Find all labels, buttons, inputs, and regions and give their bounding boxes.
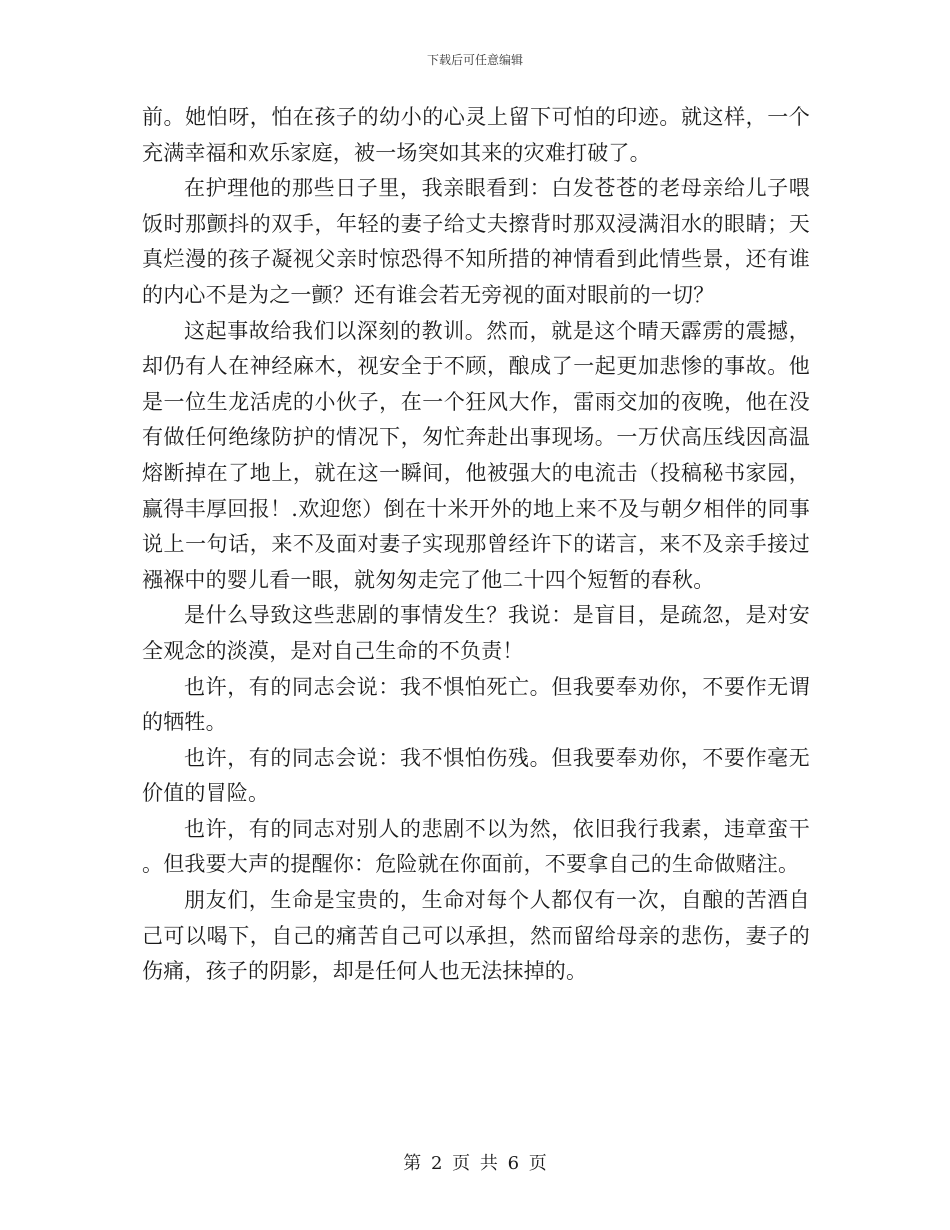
paragraph-3: 这起事故给我们以深刻的教训。然而，就是这个晴天霹雳的震撼，却仍有人在神经麻木，视安全于不顾，酿成了一起更加悲惨的事故。他是一位生龙活虎的小伙子，在一个狂风大作，雷雨交加的夜晚，他在没有做任何绝缘防护的情况下，匆忙奔赴出事现场。一万伏高压线因高温熔断掉在了地上，就在这一瞬间，他被强大的电流击（投稿秘书家园，赢得丰厚回报！.欢迎您）倒在十米开外的地上来不及与朝夕相伴的同事说上一句话，来不及面对妻子实现那曾经许下的诺言，来不及亲手接过襁褓中的婴儿看一眼，就匆匆走完了他二十四个短暂的春秋。	[142, 318, 810, 592]
document-body	[142, 100, 810, 990]
page-header: 下载后可任意编辑	[426, 53, 523, 67]
paragraph-7: 也许，有的同志对别人的悲剧不以为然，依旧我行我素，违章蛮干。但我要大声的提醒你：危险就在你面前，不要拿自己的生命做赌注。	[142, 816, 810, 877]
paragraph-4: 是什么导致这些悲剧的事情发生？我说：是盲目，是疏忽，是对安全观念的淡漠，是对自己生命的不负责！	[142, 603, 810, 663]
paragraph-5: 也许，有的同志会说：我不惧怕死亡。但我要奉劝你，不要作无谓的牺牲。	[142, 674, 810, 735]
page-number-footer: 第 2 页 共 6 页	[403, 1153, 547, 1174]
paragraph-2: 在护理他的那些日子里，我亲眼看到：白发苍苍的老母亲给儿子喂饭时那颤抖的双手，年轻的妻子给丈夫擦背时那双浸满泪水的眼睛；天真烂漫的孩子凝视父亲时惊恐得不知所措的神情看到此情些景，还有谁的内心不是为之一颤？还有谁会若无旁视的面对眼前的一切？	[142, 176, 810, 307]
paragraph-8: 朋友们，生命是宝贵的，生命对每个人都仅有一次，自酿的苦酒自己可以喝下，自己的痛苦自己可以承担，然而留给母亲的悲伤，妻子的伤痛，孩子的阴影，却是任何人也无法抹掉的。	[142, 888, 810, 984]
paragraph-6: 也许，有的同志会说：我不惧怕伤残。但我要奉劝你，不要作毫无价值的冒险。	[142, 745, 810, 806]
paragraph-1: 前。她怕呀，怕在孩子的幼小的心灵上留下可怕的印迹。就这样，一个充满幸福和欢乐家庭，被一场突如其来的灾难打破了。	[142, 105, 810, 165]
